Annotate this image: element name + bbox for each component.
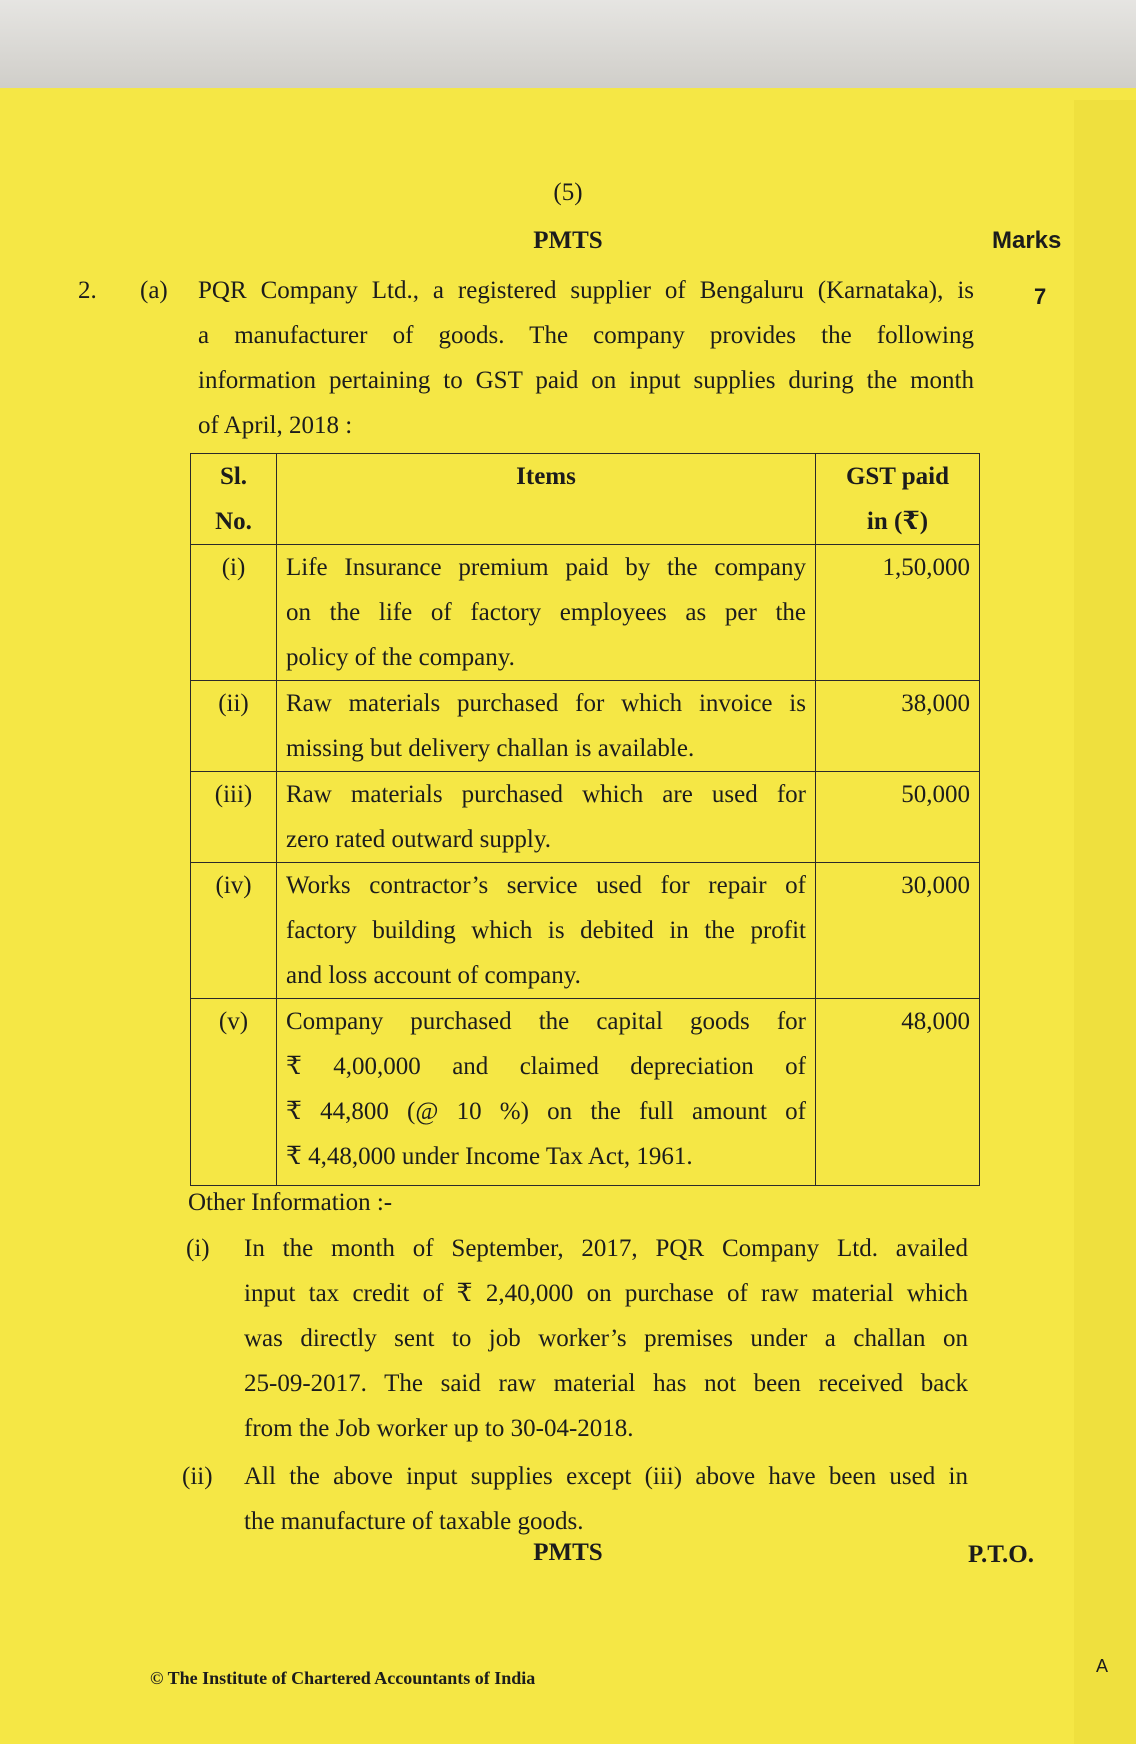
row-sl: (ii)	[191, 681, 277, 772]
intro-line: a manufacturer of goods. The company provides the following	[198, 322, 974, 349]
item-line: zero rated outward supply.	[286, 826, 551, 853]
question-intro	[198, 268, 974, 448]
header-gst-line: in (₹)	[866, 508, 929, 535]
item-line: Works contractor’s service used for repair of	[286, 872, 806, 899]
corner-mark: A	[1096, 1656, 1109, 1676]
item-line: Life Insurance premium paid by the company	[286, 554, 806, 581]
question-number: 2.	[78, 277, 97, 304]
item-line: ₹ 4,00,000 and claimed depreciation of	[286, 1053, 806, 1080]
item-line: Raw materials purchased for which invoice is	[286, 690, 806, 717]
row-gst: 30,000	[816, 863, 980, 999]
header-sl-line: No.	[215, 508, 252, 535]
header-gst-paid	[816, 454, 980, 545]
header-gst-line: GST paid	[845, 463, 950, 490]
page-number: (5)	[553, 179, 583, 206]
intro-line: information pertaining to GST paid on input supplies during the month	[198, 367, 974, 394]
other-info-line: from the Job worker up to 30-04-2018.	[244, 1415, 634, 1442]
other-info-line: input tax credit of ₹ 2,40,000 on purchase of raw material which	[244, 1280, 968, 1307]
row-item	[277, 545, 816, 681]
gst-input-table	[190, 453, 980, 1186]
table-row	[191, 999, 980, 1186]
header-sl-line: Sl.	[219, 463, 248, 490]
item-line: and loss account of company.	[286, 962, 581, 989]
other-info-num: (i)	[186, 1235, 210, 1262]
item-line: Raw materials purchased which are used for	[286, 781, 806, 808]
table-row	[191, 545, 980, 681]
table-row	[191, 863, 980, 999]
other-info-line: the manufacture of taxable goods.	[244, 1508, 584, 1535]
table-row	[191, 681, 980, 772]
series-header: PMTS	[533, 227, 603, 254]
other-info-line: 25-09-2017. The said raw material has not been received back	[244, 1370, 968, 1397]
row-gst: 48,000	[816, 999, 980, 1186]
intro-line: PQR Company Ltd., a registered supplier of Bengaluru (Karnataka), is	[198, 277, 974, 304]
row-sl: (iv)	[191, 863, 277, 999]
intro-line: of April, 2018 :	[198, 412, 353, 439]
other-info-line: In the month of September, 2017, PQR Company Ltd. availed	[244, 1235, 968, 1262]
row-item	[277, 863, 816, 999]
item-line: missing but delivery challan is available.	[286, 735, 695, 762]
item-line: ₹ 44,800 (@ 10 %) on the full amount of	[286, 1098, 806, 1125]
row-gst: 50,000	[816, 772, 980, 863]
table-header-row	[191, 454, 980, 545]
row-item	[277, 999, 816, 1186]
item-line: policy of the company.	[286, 644, 515, 671]
other-info-line: was directly sent to job worker’s premises under a challan on	[244, 1325, 968, 1352]
row-item	[277, 681, 816, 772]
row-sl: (i)	[191, 545, 277, 681]
footer-copyright: © The Institute of Chartered Accountants of India	[150, 1668, 536, 1688]
row-gst: 1,50,000	[816, 545, 980, 681]
item-line: Company purchased the capital goods for	[286, 1008, 806, 1035]
other-info-num: (ii)	[182, 1463, 213, 1490]
other-info-item	[244, 1226, 968, 1451]
header-items	[277, 454, 816, 545]
scanner-top-strip	[0, 0, 1136, 92]
question-part: (a)	[140, 277, 168, 304]
item-line: on the life of factory employees as per the	[286, 599, 806, 626]
footer-series: PMTS	[533, 1539, 603, 1566]
table-row	[191, 772, 980, 863]
question-marks: 7	[1034, 284, 1047, 309]
sheet-right-edge	[1074, 100, 1136, 1744]
marks-label: Marks	[992, 227, 1062, 254]
header-sl-no	[191, 454, 277, 545]
footer-pto: P.T.O.	[968, 1541, 1034, 1568]
row-gst: 38,000	[816, 681, 980, 772]
other-info-line: All the above input supplies except (iii) above have been used in	[244, 1463, 968, 1490]
row-sl: (v)	[191, 999, 277, 1186]
item-line: ₹ 4,48,000 under Income Tax Act, 1961.	[286, 1143, 693, 1170]
row-item	[277, 772, 816, 863]
row-sl: (iii)	[191, 772, 277, 863]
item-line: factory building which is debited in the profit	[286, 917, 806, 944]
header-items-label: Items	[516, 463, 576, 490]
other-info-heading: Other Information :-	[188, 1189, 393, 1216]
